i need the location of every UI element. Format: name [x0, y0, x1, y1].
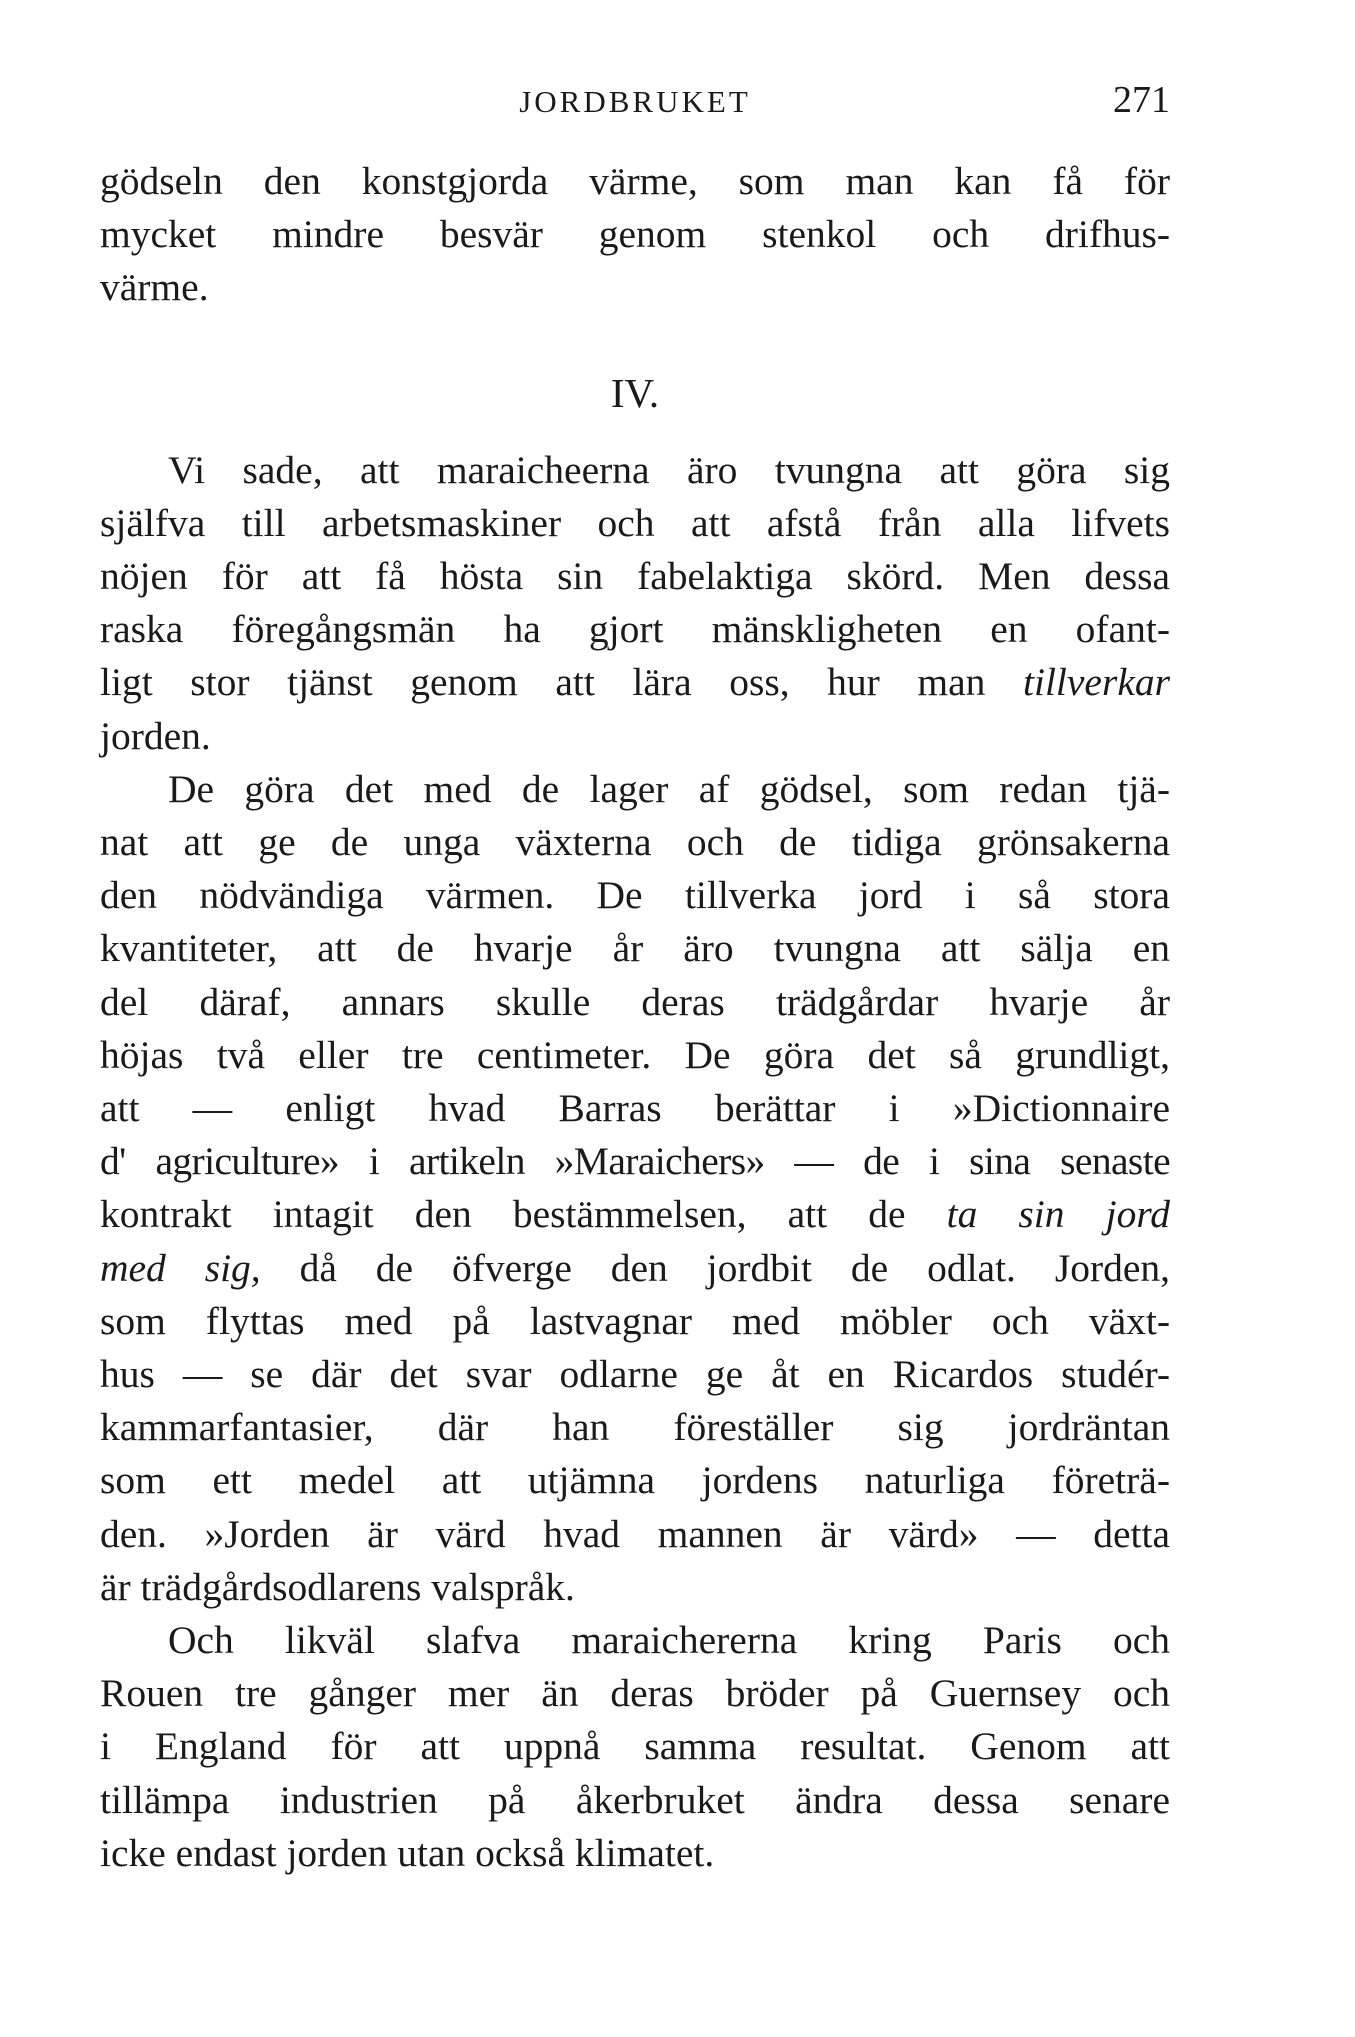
text-segment: ligt stor tjänst genom att lära oss, hur man — [100, 660, 986, 705]
text-segment: då de öfverge den jordbit de odlat. Jorden, — [299, 1245, 1171, 1290]
running-title: JORDBRUKET — [519, 84, 751, 119]
paragraph — [100, 1614, 1170, 1880]
text-line: är trädgårdsodlarens valspråk. — [100, 1564, 575, 1609]
paragraph — [100, 155, 1170, 315]
running-head — [100, 78, 1170, 128]
text-line: som ett medel att utjämna jordens naturliga företrä- — [100, 1458, 1170, 1503]
text-line: del däraf, annars skulle deras trädgårdar hvarje år — [100, 979, 1170, 1024]
text-segment: kontrakt intagit den bestämmelsen, att de — [100, 1192, 906, 1237]
text-line: kammarfantasier, där han föreställer sig jordräntan — [100, 1405, 1170, 1450]
italic-text: tillverkar — [1023, 660, 1170, 705]
text-line: icke endast jorden utan också klimatet. — [100, 1830, 715, 1875]
text-line: att — enligt hvad Barras berättar i »Dictionnaire — [100, 1086, 1170, 1131]
text-line — [100, 1242, 1170, 1295]
paragraph — [100, 763, 1170, 1614]
text-line: nöjen för att få hösta sin fabelaktiga skörd. Men dessa — [100, 554, 1170, 599]
paragraph — [100, 444, 1170, 763]
text-line: själfva till arbetsmaskiner och att afstå från alla lifvets — [100, 500, 1170, 545]
text-line: Och likväl slafva maraichererna kring Paris och — [168, 1618, 1170, 1663]
text-line: De göra det med de lager af gödsel, som redan tjä- — [168, 766, 1170, 811]
italic-text: med sig, — [100, 1245, 261, 1290]
text-line: som flyttas med på lastvagnar med möbler och växt- — [100, 1298, 1170, 1343]
section-heading: IV. — [610, 369, 660, 416]
text-line: höjas två eller tre centimeter. De göra det så grundligt, — [100, 1032, 1170, 1077]
text-line: i England för att uppnå samma resultat. Genom att — [100, 1724, 1170, 1769]
text-line: mycket mindre besvär genom stenkol och drifhus- — [100, 212, 1170, 257]
text-line: Vi sade, att maraicheerna äro tvungna att göra sig — [168, 447, 1170, 492]
text-line: Rouen tre gånger mer än deras bröder på Guernsey och — [100, 1671, 1170, 1716]
text-line: den nödvändiga värmen. De tillverka jord i så stora — [100, 873, 1170, 918]
italic-text: ta sin jord — [946, 1192, 1171, 1237]
text-line: raska föregångsmän ha gjort mänskligheten en ofant- — [100, 607, 1170, 652]
text-line — [100, 1188, 1170, 1241]
text-line: tillämpa industrien på åkerbruket ändra dessa senare — [100, 1777, 1170, 1822]
text-line: hus — se där det svar odlarne ge åt en Ricardos studér- — [100, 1352, 1170, 1397]
text-line: jorden. — [100, 713, 211, 758]
text-line: nat att ge de unga växterna och de tidiga grönsakerna — [100, 820, 1170, 865]
page-number: 271 — [1113, 79, 1170, 121]
text-line: kvantiteter, att de hvarje år äro tvungna att sälja en — [100, 926, 1170, 971]
text-line: gödseln den konstgjorda värme, som man kan få för — [100, 159, 1170, 203]
body-text — [100, 155, 1170, 1880]
text-line: värme. — [100, 265, 209, 310]
text-line — [100, 656, 1170, 709]
text-line: den. »Jorden är värd hvad mannen är värd» — detta — [100, 1511, 1170, 1556]
text-line: d' agriculture» i artikeln »Maraichers» — de i sina senaste — [100, 1139, 1170, 1184]
